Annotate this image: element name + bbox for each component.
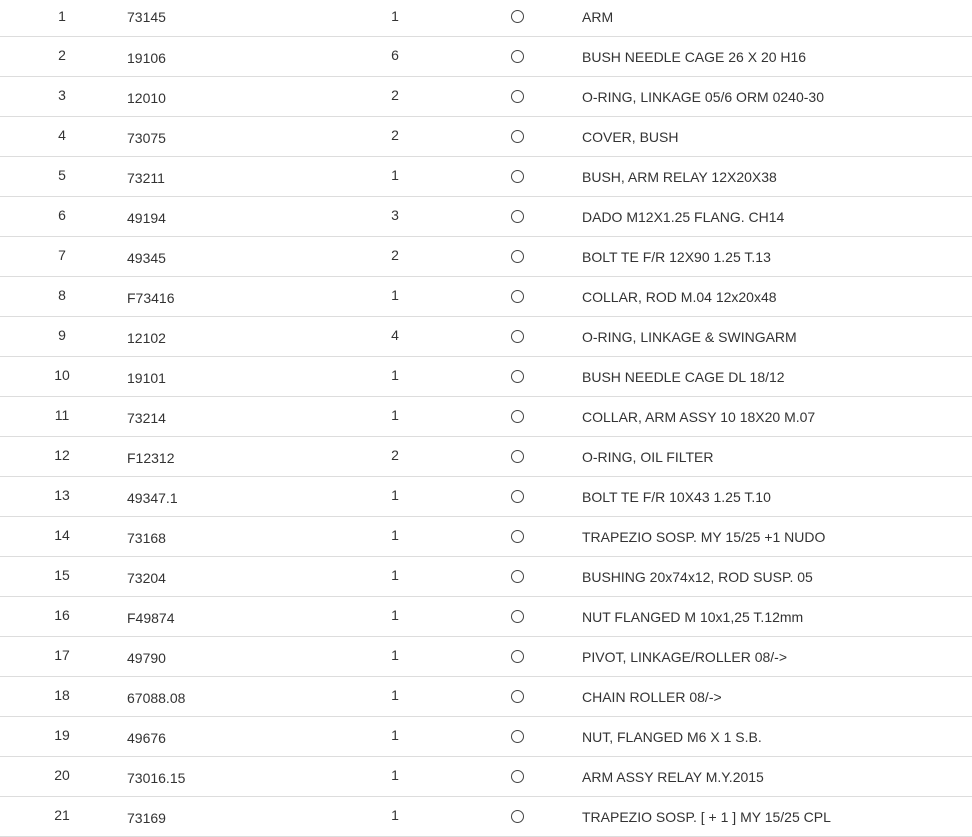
- quantity: 2: [391, 87, 399, 103]
- select-radio[interactable]: [511, 50, 524, 63]
- part-code: 49347.1: [127, 490, 178, 506]
- part-description: NUT FLANGED M 10x1,25 T.12mm: [582, 609, 804, 625]
- position-number: 17: [54, 647, 70, 663]
- quantity: 1: [391, 607, 399, 623]
- select-radio[interactable]: [511, 490, 524, 503]
- table-row: [0, 37, 972, 77]
- part-description: O-RING, LINKAGE 05/6 ORM 0240-30: [582, 89, 824, 105]
- select-radio[interactable]: [511, 810, 524, 823]
- position-number: 14: [54, 527, 70, 543]
- select-radio[interactable]: [511, 650, 524, 663]
- position-number: 10: [54, 367, 70, 383]
- table-row: [0, 357, 972, 397]
- part-code: 73145: [127, 9, 166, 25]
- quantity: 3: [391, 207, 399, 223]
- select-radio[interactable]: [511, 410, 524, 423]
- position-number: 6: [58, 207, 66, 223]
- part-description: O-RING, LINKAGE & SWINGARM: [582, 329, 797, 345]
- select-radio[interactable]: [511, 290, 524, 303]
- position-number: 4: [58, 127, 66, 143]
- table-row: [0, 717, 972, 757]
- position-number: 20: [54, 767, 70, 783]
- table-row: [0, 437, 972, 477]
- quantity: 6: [391, 47, 399, 63]
- position-number: 7: [58, 247, 66, 263]
- quantity: 4: [391, 327, 399, 343]
- quantity: 1: [391, 407, 399, 423]
- part-code: 73169: [127, 810, 166, 826]
- part-code: 12010: [127, 90, 166, 106]
- position-number: 2: [58, 47, 66, 63]
- part-description: O-RING, OIL FILTER: [582, 449, 714, 465]
- part-description: TRAPEZIO SOSP. [ + 1 ] MY 15/25 CPL: [582, 809, 831, 825]
- position-number: 18: [54, 687, 70, 703]
- quantity: 1: [391, 807, 399, 823]
- part-description: BUSHING 20x74x12, ROD SUSP. 05: [582, 569, 813, 585]
- table-row: [0, 277, 972, 317]
- part-code: F49874: [127, 610, 175, 626]
- select-radio[interactable]: [511, 690, 524, 703]
- select-radio[interactable]: [511, 370, 524, 383]
- quantity: 2: [391, 247, 399, 263]
- select-radio[interactable]: [511, 610, 524, 623]
- select-radio[interactable]: [511, 170, 524, 183]
- select-radio[interactable]: [511, 730, 524, 743]
- part-description: COLLAR, ARM ASSY 10 18X20 M.07: [582, 409, 816, 425]
- part-code: 19101: [127, 370, 166, 386]
- part-code: 49345: [127, 250, 166, 266]
- table-row: [0, 197, 972, 237]
- table-row: [0, 517, 972, 557]
- quantity: 1: [391, 527, 399, 543]
- part-code: 49790: [127, 650, 166, 666]
- table-row: [0, 397, 972, 437]
- select-radio[interactable]: [511, 530, 524, 543]
- part-code: 12102: [127, 330, 166, 346]
- table-row: [0, 157, 972, 197]
- select-radio[interactable]: [511, 450, 524, 463]
- quantity: 1: [391, 687, 399, 703]
- select-radio[interactable]: [511, 10, 524, 23]
- part-description: DADO M12X1.25 FLANG. CH14: [582, 209, 785, 225]
- part-description: NUT, FLANGED M6 X 1 S.B.: [582, 729, 762, 745]
- table-row: [0, 797, 972, 837]
- table-row: [0, 317, 972, 357]
- quantity: 2: [391, 127, 399, 143]
- position-number: 13: [54, 487, 70, 503]
- table-row: [0, 677, 972, 717]
- part-description: BOLT TE F/R 10X43 1.25 T.10: [582, 489, 771, 505]
- part-description: BUSH NEEDLE CAGE DL 18/12: [582, 369, 785, 385]
- position-number: 11: [54, 407, 70, 423]
- position-number: 9: [58, 327, 66, 343]
- part-description: COLLAR, ROD M.04 12x20x48: [582, 289, 777, 305]
- select-radio[interactable]: [511, 330, 524, 343]
- part-code: 49676: [127, 730, 166, 746]
- table-row: [0, 477, 972, 517]
- quantity: 1: [391, 727, 399, 743]
- position-number: 8: [58, 287, 66, 303]
- table-row: [0, 77, 972, 117]
- part-code: 73016.15: [127, 770, 186, 786]
- part-code: 73214: [127, 410, 166, 426]
- quantity: 1: [391, 167, 399, 183]
- table-row: [0, 597, 972, 637]
- position-number: 12: [54, 447, 70, 463]
- quantity: 1: [391, 287, 399, 303]
- position-number: 15: [54, 567, 70, 583]
- quantity: 1: [391, 567, 399, 583]
- part-code: 73075: [127, 130, 166, 146]
- table-row: [0, 557, 972, 597]
- position-number: 19: [54, 727, 70, 743]
- position-number: 21: [54, 807, 70, 823]
- part-code: 67088.08: [127, 690, 186, 706]
- select-radio[interactable]: [511, 770, 524, 783]
- quantity: 1: [391, 367, 399, 383]
- part-description: BOLT TE F/R 12X90 1.25 T.13: [582, 249, 771, 265]
- select-radio[interactable]: [511, 130, 524, 143]
- part-description: BUSH, ARM RELAY 12X20X38: [582, 169, 777, 185]
- quantity: 1: [391, 8, 399, 24]
- table-row: [0, 237, 972, 277]
- part-code: 73168: [127, 530, 166, 546]
- position-number: 5: [58, 167, 66, 183]
- part-description: CHAIN ROLLER 08/->: [582, 689, 722, 705]
- part-description: COVER, BUSH: [582, 129, 679, 145]
- part-description: ARM ASSY RELAY M.Y.2015: [582, 769, 764, 785]
- part-code: 49194: [127, 210, 166, 226]
- table-row: [0, 757, 972, 797]
- position-number: 3: [58, 87, 66, 103]
- part-code: 73211: [127, 170, 165, 186]
- part-code: F73416: [127, 290, 175, 306]
- quantity: 2: [391, 447, 399, 463]
- quantity: 1: [391, 767, 399, 783]
- part-description: ARM: [582, 9, 614, 25]
- position-number: 1: [58, 8, 66, 24]
- table-row: [0, 117, 972, 157]
- select-radio[interactable]: [511, 570, 524, 583]
- position-number: 16: [54, 607, 70, 623]
- select-radio[interactable]: [511, 90, 524, 103]
- table-row: [0, 0, 972, 37]
- part-description: TRAPEZIO SOSP. MY 15/25 +1 NUDO: [582, 529, 826, 545]
- quantity: 1: [391, 647, 399, 663]
- table-row: [0, 637, 972, 677]
- quantity: 1: [391, 487, 399, 503]
- select-radio[interactable]: [511, 250, 524, 263]
- part-description: PIVOT, LINKAGE/ROLLER 08/->: [582, 649, 788, 665]
- part-description: BUSH NEEDLE CAGE 26 X 20 H16: [582, 49, 807, 65]
- select-radio[interactable]: [511, 210, 524, 223]
- part-code: F12312: [127, 450, 175, 466]
- part-code: 73204: [127, 570, 166, 586]
- part-code: 19106: [127, 50, 166, 66]
